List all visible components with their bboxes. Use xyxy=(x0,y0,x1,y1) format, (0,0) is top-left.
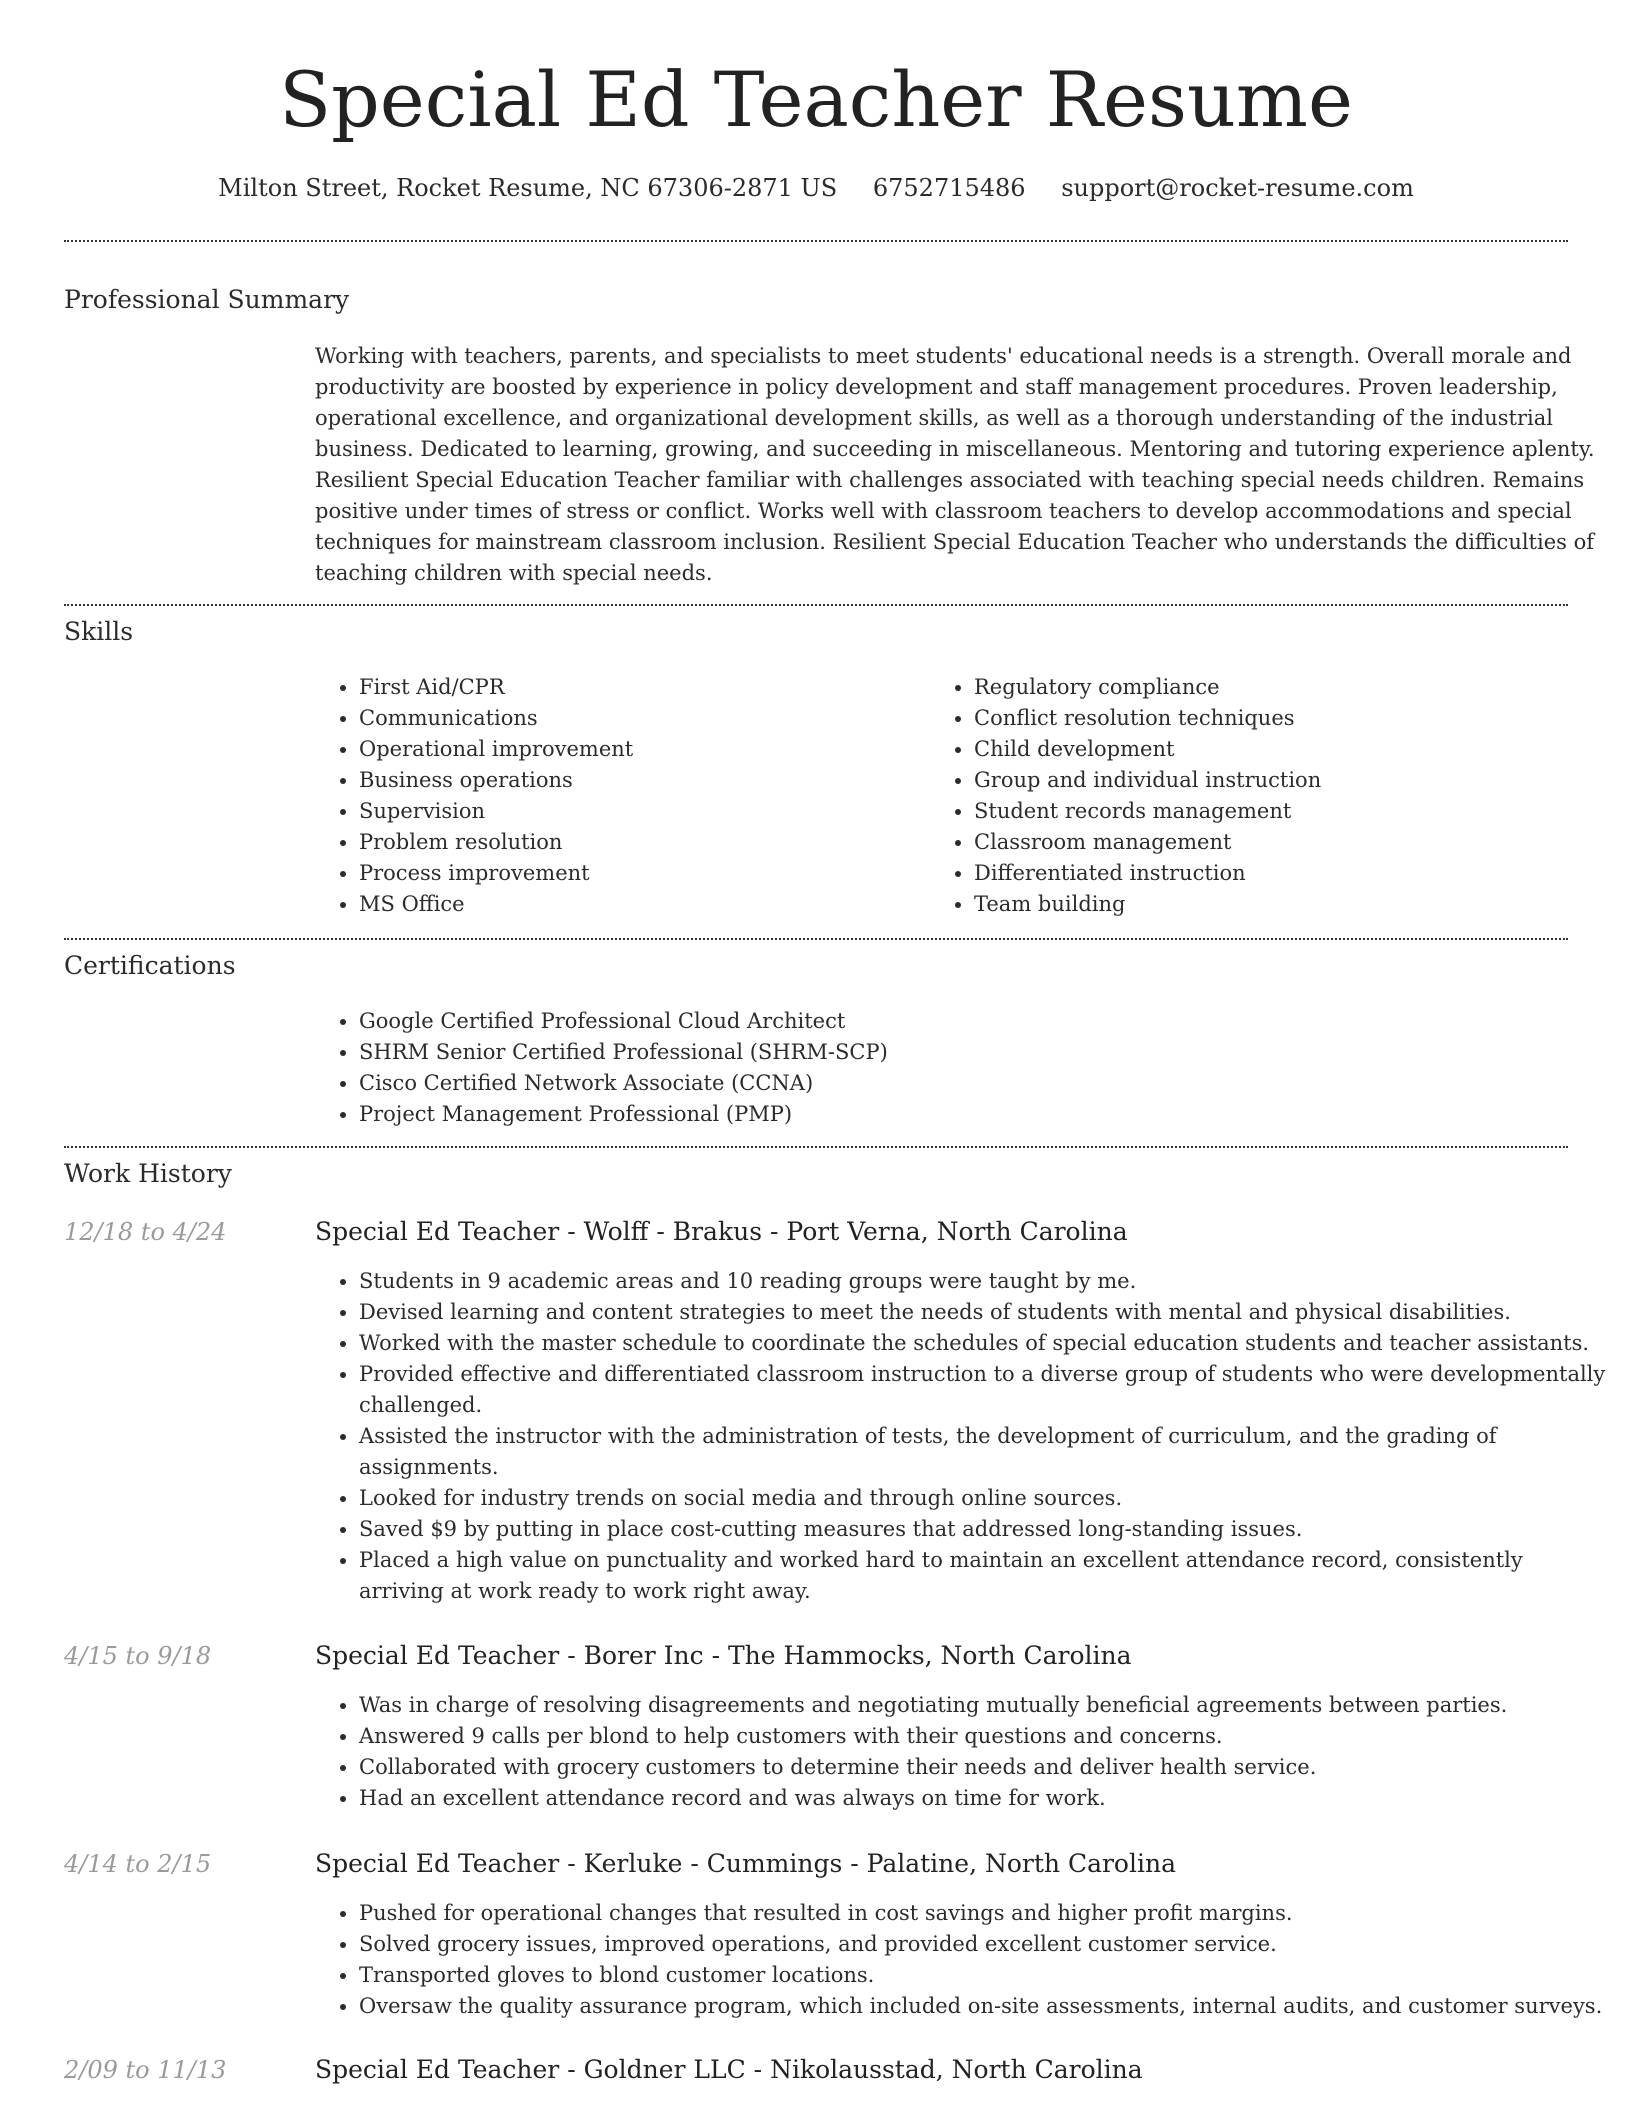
skill-item: • Conflict resolution techniques xyxy=(974,703,1574,734)
job-bullet: • Assisted the instructor with the administration of tests, the development of curriculum, and the grading of assignments. xyxy=(359,1421,1609,1483)
job-bullet: • Placed a high value on punctuality and worked hard to maintain an excellent attendance record, consistently arriving at work ready to work right away. xyxy=(359,1545,1609,1607)
certification-item: • Cisco Certified Network Associate (CCNA) xyxy=(359,1068,1359,1099)
skill-item: • Child development xyxy=(974,734,1574,765)
job-dates: 4/15 to 9/18 xyxy=(64,1642,212,1670)
skill-item: • Business operations xyxy=(359,765,919,796)
skill-item: • Communications xyxy=(359,703,919,734)
job-bullet: • Answered 9 calls per blond to help customers with their questions and concerns. xyxy=(359,1721,1609,1752)
job-dates: 2/09 to 11/13 xyxy=(64,2056,227,2084)
contact-address: Milton Street, Rocket Resume, NC 67306-2871 US xyxy=(218,174,838,202)
job-title: Special Ed Teacher - Borer Inc - The Hammocks, North Carolina xyxy=(315,1641,1132,1670)
divider xyxy=(64,604,1568,606)
job-bullet: • Was in charge of resolving disagreements and negotiating mutually beneficial agreements between parties. xyxy=(359,1690,1609,1721)
job-bullet: • Solved grocery issues, improved operations, and provided excellent customer service. xyxy=(359,1929,1609,1960)
section-title-work-history: Work History xyxy=(64,1159,232,1188)
certification-item: • SHRM Senior Certified Professional (SHRM-SCP) xyxy=(359,1037,1359,1068)
skill-item: • First Aid/CPR xyxy=(359,672,919,703)
job-bullet: • Had an excellent attendance record and was always on time for work. xyxy=(359,1783,1609,1814)
section-title-skills: Skills xyxy=(64,617,134,646)
job-bullet: • Pushed for operational changes that resulted in cost savings and higher profit margins. xyxy=(359,1898,1609,1929)
skill-item: • Team building xyxy=(974,889,1574,920)
resume-title: Special Ed Teacher Resume xyxy=(279,55,1353,144)
job-bullets xyxy=(315,1690,1609,1814)
job-bullet: • Devised learning and content strategies to meet the needs of students with mental and physical disabilities. xyxy=(359,1297,1609,1328)
certifications-list xyxy=(315,1006,1359,1130)
section-title-summary: Professional Summary xyxy=(64,285,350,314)
job-title: Special Ed Teacher - Kerluke - Cummings - Palatine, North Carolina xyxy=(315,1849,1176,1878)
certification-item: • Project Management Professional (PMP) xyxy=(359,1099,1359,1130)
skill-item: • Problem resolution xyxy=(359,827,919,858)
job-bullet: • Collaborated with grocery customers to determine their needs and deliver health service. xyxy=(359,1752,1609,1783)
skill-item: • Group and individual instruction xyxy=(974,765,1574,796)
job-bullet: • Looked for industry trends on social media and through online sources. xyxy=(359,1483,1609,1514)
divider xyxy=(64,240,1568,242)
skills-list-right xyxy=(930,672,1574,920)
skill-item: • Student records management xyxy=(974,796,1574,827)
skill-item: • Supervision xyxy=(359,796,919,827)
job-title: Special Ed Teacher - Goldner LLC - Nikolausstad, North Carolina xyxy=(315,2055,1143,2084)
job-bullets xyxy=(315,1898,1609,2022)
job-bullet: • Saved $9 by putting in place cost-cutting measures that addressed long-standing issues. xyxy=(359,1514,1609,1545)
skill-item: • Regulatory compliance xyxy=(974,672,1574,703)
skills-list-left xyxy=(315,672,919,920)
skill-item: • Differentiated instruction xyxy=(974,858,1574,889)
skill-item: • MS Office xyxy=(359,889,919,920)
skill-item: • Operational improvement xyxy=(359,734,919,765)
job-bullet: • Oversaw the quality assurance program, which included on-site assessments, internal audits, and customer surveys. xyxy=(359,1991,1609,2022)
contact-email: support@rocket-resume.com xyxy=(1061,174,1414,202)
job-bullets xyxy=(315,1266,1609,1607)
job-dates: 4/14 to 2/15 xyxy=(64,1850,212,1878)
job-title: Special Ed Teacher - Wolff - Brakus - Port Verna, North Carolina xyxy=(315,1217,1128,1246)
summary-text: Working with teachers, parents, and specialists to meet students' educational needs is a strength. Overall morale and productivity are boosted by experience in policy development and staff management procedures. Proven leadership, operational excellence, and organizational development skills, as well as a thorough understanding of the industrial business. Dedicated to learning, growing, and succeeding in miscellaneous. Mentoring and tutoring experience aplenty. Resilient Special Education Teacher familiar with challenges associated with teaching special needs children. Remains positive under times of stress or conflict. Works well with classroom teachers to develop accommodations and special techniques for mainstream classroom inclusion. Resilient Special Education Teacher who understands the difficulties of teaching children with special needs. xyxy=(315,344,1595,585)
contact-phone: 6752715486 xyxy=(872,174,1026,202)
divider xyxy=(64,1146,1568,1148)
job-bullet: • Provided effective and differentiated classroom instruction to a diverse group of students who were developmentally challenged. xyxy=(359,1359,1609,1421)
skill-item: • Classroom management xyxy=(974,827,1574,858)
certification-item: • Google Certified Professional Cloud Architect xyxy=(359,1006,1359,1037)
job-bullet: • Students in 9 academic areas and 10 reading groups were taught by me. xyxy=(359,1266,1609,1297)
section-title-certifications: Certifications xyxy=(64,951,236,980)
job-dates: 12/18 to 4/24 xyxy=(64,1218,227,1246)
divider xyxy=(64,938,1568,940)
skill-item: • Process improvement xyxy=(359,858,919,889)
contact-line xyxy=(64,172,1568,204)
job-bullet: • Transported gloves to blond customer locations. xyxy=(359,1960,1609,1991)
job-bullet: • Worked with the master schedule to coordinate the schedules of special education students and teacher assistants. xyxy=(359,1328,1609,1359)
